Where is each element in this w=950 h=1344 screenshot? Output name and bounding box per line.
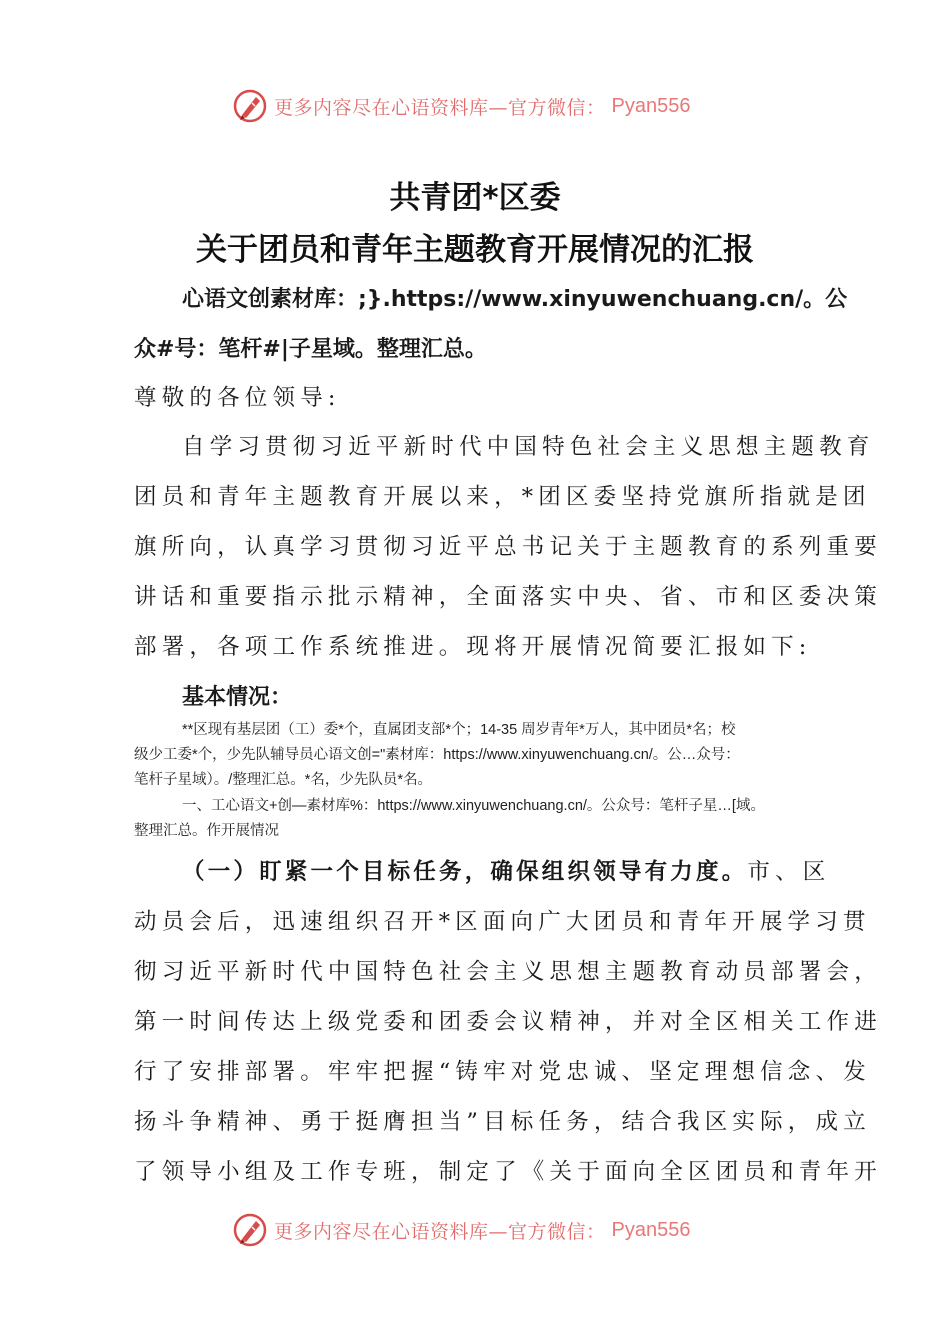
basic-info-heading: 基本情况： (182, 685, 293, 710)
document-title-line-2: 关于团员和青年主题教育开展情况的汇报 (196, 232, 754, 268)
basic-info-text: 整理汇总。作开展情况 (134, 823, 279, 839)
watermark-text: 更多内容尽在心语资料库—官方微信： (274, 1220, 606, 1243)
source-line-2: 众#号：笔杆#|子星域。整理汇总。 (134, 337, 487, 362)
header-watermark (232, 86, 690, 126)
watermark-wechat-id: Pyan556 (611, 94, 691, 117)
basic-info-text: 笔杆子星域）。/整理汇总。*名，少先队员*名。 (134, 772, 433, 788)
intro-line: 自学习贯彻习近平新时代中国特色社会主义思想主题教育 (182, 434, 875, 460)
pen-logo-icon (232, 88, 268, 124)
section-1-line: 第一时间传达上级党委和团委会议精神，并对全区相关工作进 (134, 1009, 882, 1035)
document-title-line-1: 共青团*区委 (389, 180, 561, 216)
intro-line: 部署，各项工作系统推进。现将开展情况简要汇报如下: (134, 634, 812, 660)
section-1-heading: （一）盯紧一个目标任务，确保组织领导有力度。 (182, 859, 748, 885)
section-1-line: 行了安排部署。牢牢把握“铸牢对党忠诚、坚定理想信念、发 (134, 1059, 871, 1085)
footer-watermark (232, 1210, 690, 1250)
section-1-line: 扬斗争精神、勇于挺膺担当”目标任务，结合我区实际，成立 (134, 1109, 871, 1135)
basic-info-text: 一、工心语文+创—素材库%：https://www.xinyuwenchuang.cn/。公众号：笔杆子星…[域。 (182, 798, 765, 814)
basic-info-text: **区现有基层团（工）委*个，直属团支部*个；14-35 周岁青年*万人，其中团员*名；校 (182, 722, 736, 738)
watermark-text: 更多内容尽在心语资料库—官方微信： (274, 96, 606, 119)
watermark-wechat-id: Pyan556 (611, 1218, 691, 1241)
section-1-line: 了领导小组及工作专班，制定了《关于面向全区团员和青年开 (134, 1159, 882, 1185)
intro-line: 旗所向，认真学习贯彻习近平总书记关于主题教育的系列重要 (134, 534, 882, 560)
source-line-1: 心语文创素材库：;}.https://www.xinyuwenchuang.cn/。公 (182, 287, 848, 312)
intro-line: 讲话和重要指示批示精神，全面落实中央、省、市和区委决策 (134, 584, 882, 610)
section-1-heading-tail: 市、区 (747, 859, 831, 885)
pen-logo-icon (232, 1212, 268, 1248)
salutation: 尊敬的各位领导: (134, 385, 341, 411)
intro-line: 团员和青年主题教育开展以来，*团区委坚持党旗所指就是团 (134, 484, 871, 510)
section-1-first-line (182, 854, 831, 886)
section-1-line: 彻习近平新时代中国特色社会主义思想主题教育动员部署会， (134, 959, 882, 985)
section-1-line: 动员会后，迅速组织召开*区面向广大团员和青年开展学习贯 (134, 909, 871, 935)
basic-info-text: 级少工委*个，少先队辅导员心语文创="素材库：https://www.xinyuwenchuang.cn/。公…众号： (134, 747, 740, 763)
